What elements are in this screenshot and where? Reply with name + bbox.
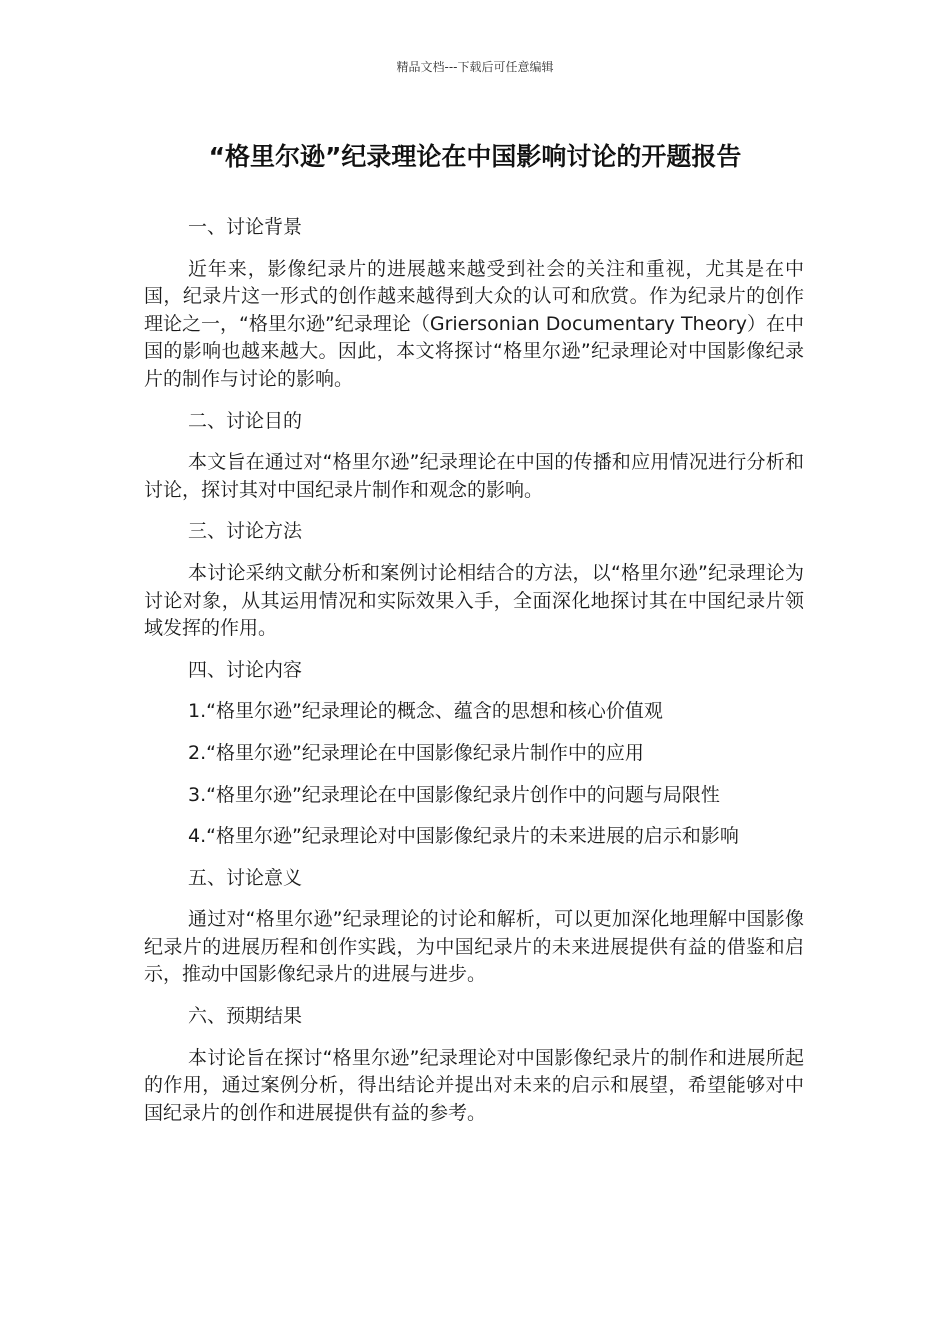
list-item: 4.“格里尔逊”纪录理论对中国影像纪录片的未来进展的启示和影响 [188, 825, 739, 848]
section-paragraph-expected-results: 本讨论旨在探讨“格里尔逊”纪录理论对中国影像纪录片的制作和进展所起的作用，通过案例分析，得出结论并提出对未来的启示和展望，希望能够对中国纪录片的创作和进展提供有益的参考。 [144, 1046, 804, 1124]
header-note: 精品文档---下载后可任意编辑 [396, 60, 554, 74]
section-heading-expected-results: 六、预期结果 [188, 1005, 303, 1028]
section-paragraph-method: 本讨论采纳文献分析和案例讨论相结合的方法，以“格里尔逊”纪录理论为讨论对象，从其运用情况和实际效果入手，全面深化地探讨其在中国纪录片领域发挥的作用。 [144, 561, 804, 640]
page-title: “格里尔逊”纪录理论在中国影响讨论的开题报告 [208, 142, 742, 171]
list-item: 2.“格里尔逊”纪录理论在中国影像纪录片制作中的应用 [188, 741, 644, 764]
list-item: 1.“格里尔逊”纪录理论的概念、蕴含的思想和核心价值观 [188, 700, 663, 723]
section-heading-purpose: 二、讨论目的 [188, 409, 303, 432]
section-paragraph-significance: 通过对“格里尔逊”纪录理论的讨论和解析，可以更加深化地理解中国影像纪录片的进展历程和创作实践，为中国纪录片的未来进展提供有益的借鉴和启示，推动中国影像纪录片的进展与进步。 [144, 908, 804, 986]
document-body [144, 214, 804, 1141]
section-heading-method: 三、讨论方法 [188, 520, 303, 543]
section-heading-significance: 五、讨论意义 [188, 866, 303, 889]
section-paragraph-purpose: 本文旨在通过对“格里尔逊”纪录理论在中国的传播和应用情况进行分析和讨论，探讨其对中国纪录片制作和观念的影响。 [144, 451, 804, 501]
list-item: 3.“格里尔逊”纪录理论在中国影像纪录片创作中的问题与局限性 [188, 783, 720, 806]
section-paragraph-background: 近年来，影像纪录片的进展越来越受到社会的关注和重视，尤其是在中国，纪录片这一形式的创作越来越得到大众的认可和欣赏。作为纪录片的创作理论之一，“格里尔逊”纪录理论（Griersonian Documentary Theory）在中国的影响也越来越大。因此，本文将探讨“格里尔逊”纪录理论对中国影像纪录片的制作与讨论的影响。 [144, 257, 804, 390]
section-heading-content: 四、讨论内容 [188, 658, 303, 681]
section-heading-background: 一、讨论背景 [188, 216, 303, 238]
